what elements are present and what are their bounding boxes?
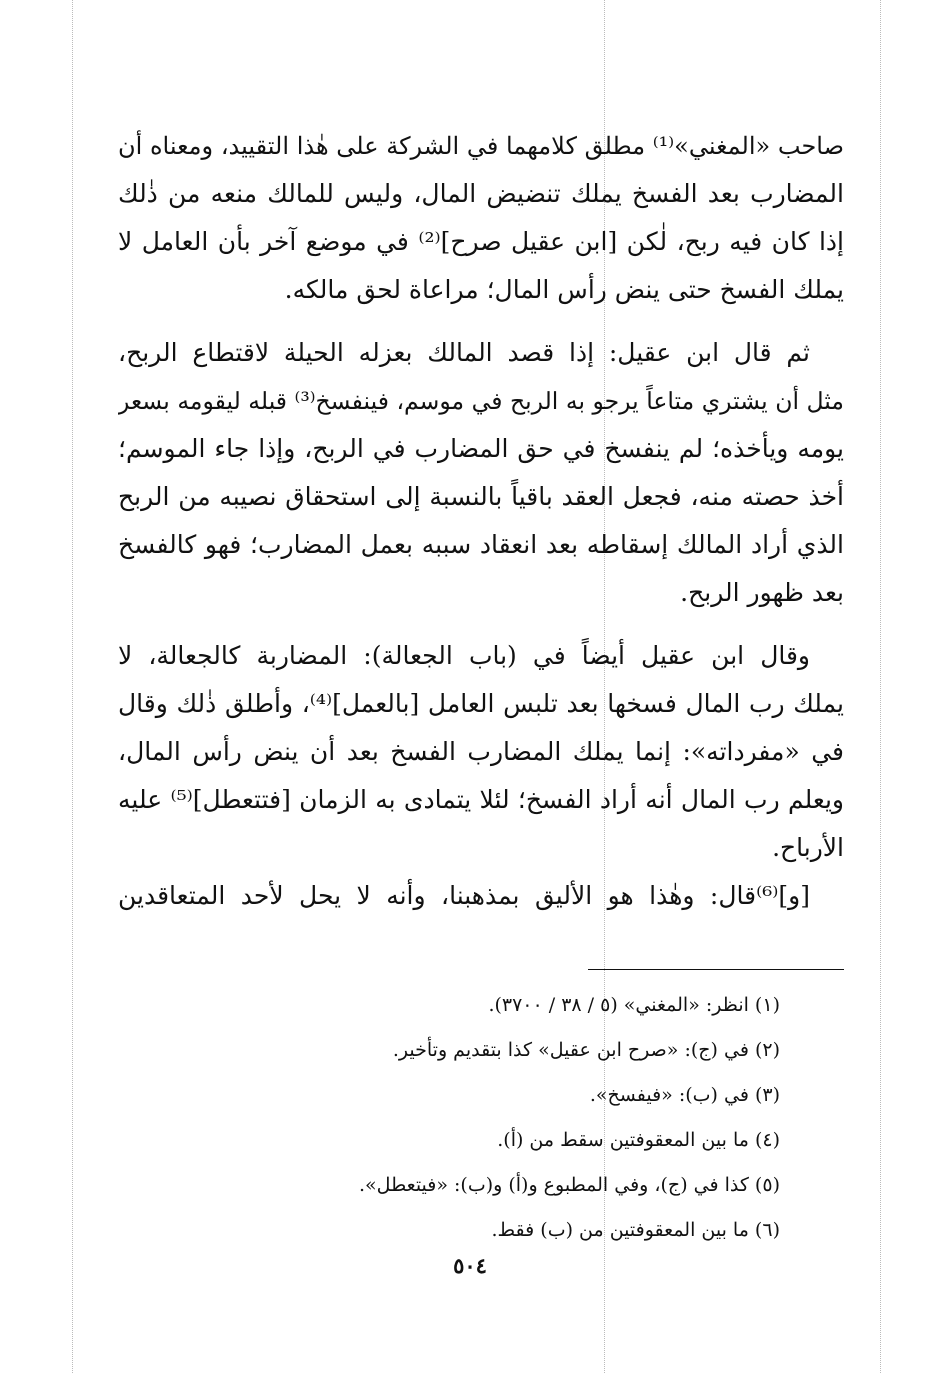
text-line: صاحب «المغني»⁽¹⁾ مطلق كلامهما في الشركة على هٰذا التقييد، ومعناه أن: [118, 132, 844, 160]
text-line: في «مفرداته»: إنما يملك المضارب الفسخ بعد أن ينض رأس المال،: [118, 737, 844, 766]
footnote: (٢) في (ج): «صرح ابن عقيل» كذا بتقديم وتأخير.: [392, 1039, 780, 1061]
text-line: إذا كان فيه ربح، لٰكن [ابن عقيل صرح]⁽²⁾ في موضع آخر بأن العامل لا: [118, 227, 844, 256]
text-line: الأرباح.: [772, 833, 844, 862]
text-line: [و]⁽⁶⁾قال: وهٰذا هو الأليق بمذهبنا، وأنه لا يحل لأحد المتعاقدين: [118, 881, 810, 910]
footnote: (٥) كذا في (ج)، وفي المطبوع و(أ) و(ب): «فيتعطل».: [359, 1174, 780, 1196]
footnotes: [300, 983, 780, 1253]
paragraph-3: [118, 632, 844, 872]
text-line: يملك رب المال فسخها بعد تلبس العامل [بالعمل]⁽⁴⁾، وأطلق ذٰلك وقال: [118, 689, 844, 718]
footnote: (٤) ما بين المعقوفتين سقط من (أ).: [497, 1129, 780, 1151]
text-line: ثم قال ابن عقيل: إذا قصد المالك بعزله الحيلة لاقتطاع الربح،: [118, 338, 810, 367]
footnote: (٣) في (ب): «فيفسخ».: [589, 1084, 780, 1106]
text-line: المضارب بعد الفسخ يملك تنضيض المال، وليس للمالك منعه من ذٰلك: [118, 179, 844, 208]
footnote-separator: [588, 969, 844, 970]
paragraph-2: [118, 329, 844, 617]
paragraph-4: [118, 872, 844, 920]
text-line: وقال ابن عقيل أيضاً في (باب الجعالة): المضاربة كالجعالة، لا: [118, 641, 810, 670]
text-line: مثل أن يشتري متاعاً يرجو به الربح في موسم، فينفسخ⁽³⁾ قبله ليقومه بسعر: [118, 387, 844, 415]
footnote: (١) انظر: «المغني» (٥ / ٣٨ / ٣٧٠٠).: [488, 994, 780, 1016]
text-line: يملك الفسخ حتى ينض رأس المال؛ مراعاة لحق مالكه.: [284, 275, 844, 304]
paragraph-1: [118, 122, 844, 314]
text-line: أخذ حصته منه، فجعل العقد باقياً بالنسبة إلى استحقاق نصيبه من الربح: [118, 482, 844, 511]
main-text: [118, 122, 844, 920]
footnote: (٦) ما بين المعقوفتين من (ب) فقط.: [491, 1219, 780, 1241]
scan-guide-line: [72, 0, 73, 1373]
text-line: الذي أراد المالك إسقاطه بعد انعقاد سببه بعمل المضارب؛ فهو كالفسخ: [118, 530, 844, 559]
page-number: ٥٠٤: [453, 1253, 487, 1278]
text-line: يومه ويأخذه؛ لم ينفسخ في حق المضارب في الربح، وإذا جاء الموسم؛: [118, 434, 844, 463]
scan-guide-line: [880, 0, 881, 1373]
text-line: ويعلم رب المال أنه أراد الفسخ؛ لئلا يتمادى به الزمان [فتتعطل]⁽⁵⁾ عليه: [118, 785, 844, 814]
text-line: بعد ظهور الربح.: [680, 578, 844, 607]
